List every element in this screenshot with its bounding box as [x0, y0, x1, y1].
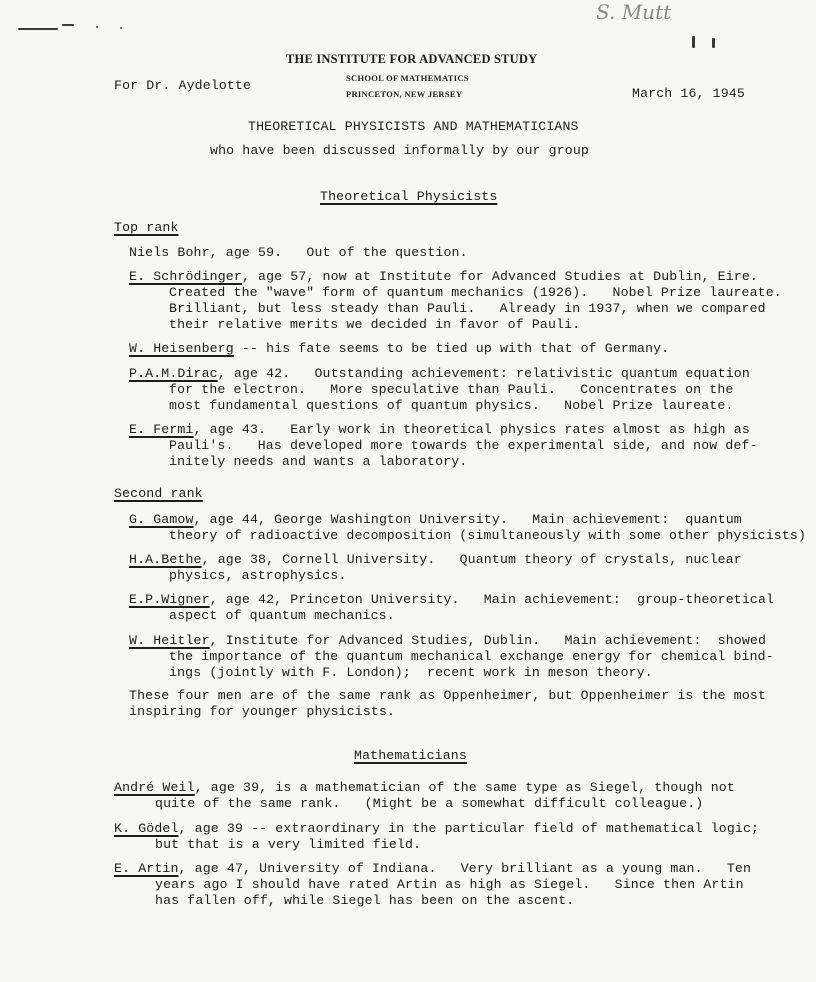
entry-schrodinger: [129, 269, 758, 285]
entry-text: Brilliant, but less steady than Pauli. Already in 1937, when we compared: [169, 301, 766, 316]
entry-text: Pauli's. Has developed more towards the experimental side, and now def-: [169, 438, 758, 453]
entry-text: , age 39, is a mathematician of the same type as Siegel, though not: [194, 780, 735, 795]
person-name: P.A.M.Dirac: [129, 366, 218, 381]
entry-text: , Institute for Advanced Studies, Dublin. Main achievement: showed: [209, 633, 767, 648]
entry-fermi: [129, 422, 750, 438]
entry-text: theory of radioactive decomposition (simultaneously with some other physicists): [169, 528, 807, 543]
recipient-line: For Dr. Aydelotte: [114, 78, 252, 93]
subsection-heading-second-rank: Second rank: [114, 486, 203, 501]
entry-text: , age 59. Out of the question.: [209, 245, 468, 260]
entry-text: aspect of quantum mechanics.: [169, 608, 395, 623]
document-title: THEORETICAL PHYSICISTS AND MATHEMATICIANS: [248, 119, 579, 134]
person-name: Niels Bohr: [129, 245, 210, 260]
person-name: W. Heitler: [129, 633, 210, 648]
entry-bohr: [129, 245, 468, 261]
entry-text: Created the "wave" form of quantum mechanics (1926). Nobel Prize laureate.: [169, 285, 782, 300]
person-name: E. Fermi: [129, 422, 194, 437]
document-subtitle: who have been discussed informally by our group: [210, 143, 589, 158]
entry-text: , age 47, University of Indiana. Very brilliant as a young man. Ten: [178, 861, 752, 876]
scan-dot: [120, 27, 122, 29]
entry-text: , age 39 -- extraordinary in the particular field of mathematical logic;: [178, 821, 760, 836]
section-heading-physicists: Theoretical Physicists: [320, 189, 498, 204]
entry-text: , age 43. Early work in theoretical physics rates almost as high as: [193, 422, 750, 437]
scan-dot: [96, 26, 98, 28]
entry-text: has fallen off, while Siegel has been on the ascent.: [155, 893, 575, 908]
entry-heisenberg: [129, 341, 669, 357]
person-name: E. Schrödinger: [129, 269, 242, 284]
person-name: E. Artin: [114, 861, 179, 876]
person-name: E.P.Wigner: [129, 592, 210, 607]
entry-text: quite of the same rank. (Might be a somewhat difficult colleague.): [155, 796, 704, 811]
scan-mark: [692, 36, 695, 48]
entry-weil: [114, 780, 735, 796]
entry-godel: [114, 821, 759, 837]
date-line: March 16, 1945: [632, 86, 745, 101]
scan-mark: [712, 38, 715, 48]
person-name: André Weil: [114, 780, 195, 795]
comparison-note: These four men are of the same rank as Oppenheimer, but Oppenheimer is the most: [129, 688, 767, 703]
entry-heitler: [129, 633, 766, 649]
entry-wigner: [129, 592, 774, 608]
entry-text: physics, astrophysics.: [169, 568, 347, 583]
entry-text: , age 42, Princeton University. Main achievement: group-theoretical: [209, 592, 775, 607]
entry-text: the importance of the quantum mechanical exchange energy for chemical bind-: [169, 649, 774, 664]
entry-text: , age 42. Outstanding achievement: relativistic quantum equation: [217, 366, 750, 381]
entry-text: , age 57, now at Institute for Advanced Studies at Dublin, Eire.: [241, 269, 758, 284]
entry-dirac: [129, 366, 750, 382]
entry-text: for the electron. More speculative than Pauli. Concentrates on the: [169, 382, 734, 397]
entry-text: , age 44, George Washington University. Main achievement: quantum: [193, 512, 742, 527]
person-name: G. Gamow: [129, 512, 194, 527]
entry-text: ings (jointly with F. London); recent work in meson theory.: [169, 665, 653, 680]
entry-text: their relative merits we decided in favor of Pauli.: [169, 317, 581, 332]
section-heading-mathematicians: Mathematicians: [354, 748, 467, 763]
comparison-note: inspiring for younger physicists.: [129, 704, 396, 719]
entry-bethe: [129, 552, 742, 568]
scan-mark: [62, 24, 74, 26]
entry-artin: [114, 861, 751, 877]
letterhead-school: SCHOOL OF MATHEMATICS: [346, 73, 469, 83]
person-name: W. Heisenberg: [129, 341, 234, 356]
person-name: H.A.Bethe: [129, 552, 202, 567]
person-name: K. Gödel: [114, 821, 179, 836]
letterhead-institution: THE INSTITUTE FOR ADVANCED STUDY: [286, 52, 538, 66]
entry-gamow: [129, 512, 742, 528]
letterhead-place: PRINCETON, NEW JERSEY: [346, 89, 463, 99]
entry-text: initely needs and wants a laboratory.: [169, 454, 468, 469]
entry-text: years ago I should have rated Artin as high as Siegel. Since then Artin: [155, 877, 744, 892]
handwritten-annotation: S. Mutt: [596, 0, 672, 24]
entry-text: but that is a very limited field.: [155, 837, 422, 852]
scan-mark: [18, 28, 58, 30]
entry-text: -- his fate seems to be tied up with that of Germany.: [233, 341, 670, 356]
subsection-heading-top-rank: Top rank: [114, 220, 179, 235]
entry-text: , age 38, Cornell University. Quantum theory of crystals, nuclear: [201, 552, 742, 567]
entry-text: most fundamental questions of quantum physics. Nobel Prize laureate.: [169, 398, 734, 413]
